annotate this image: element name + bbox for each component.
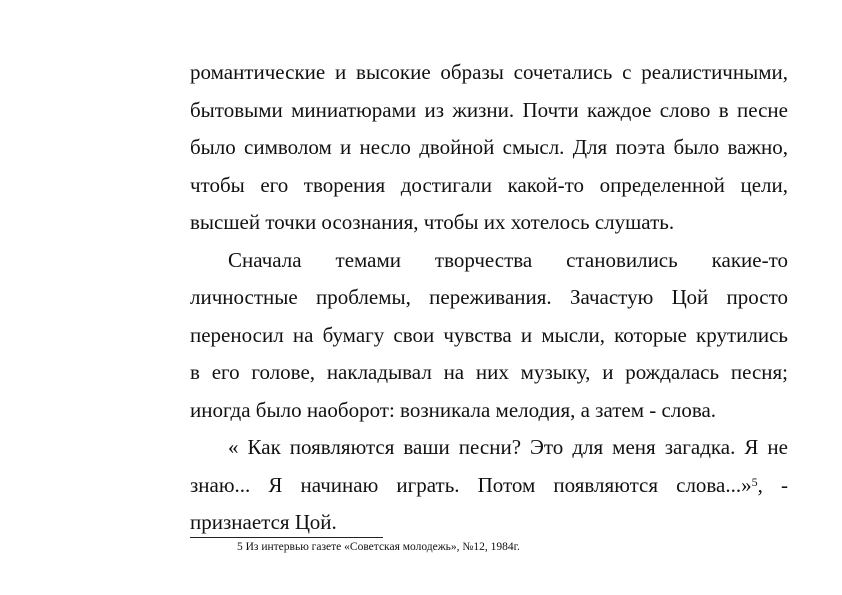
text-line: высшей точки осознания, чтобы их хотелось слушать. (190, 210, 675, 234)
text-line: романтические и высокие образы сочетались с реалистичными, (190, 60, 788, 84)
text-line: личностные проблемы, переживания. Зачастую Цой просто (190, 285, 788, 309)
text-line: переносил на бумагу свои чувства и мысли, которые крутились (190, 322, 788, 347)
text-line: было символом и несло двойной смысл. Для поэта было важно, (190, 135, 788, 159)
quote-suffix: , - (757, 472, 788, 497)
text-line: чтобы его творения достигали какой-то определенной цели, (190, 172, 788, 197)
text-line: в его голове, накладывал на них музыку, и рождалась песня; (190, 360, 788, 384)
paragraph-first-line: Сначала темами творчества становились какие-то (228, 247, 788, 272)
quote-line-with-footnote (190, 467, 788, 505)
footnote-reference: 5 (751, 474, 758, 489)
footnote-divider (190, 537, 383, 538)
paragraph-first-line: « Как появляются ваши песни? Это для меня загадка. Я не (228, 435, 788, 459)
text-line: бытовыми миниатюрами из жизни. Почти каждое слово в песне (190, 97, 788, 122)
footnote: 5 Из интервью газете «Советская молодежь», №12, 1984г. (237, 541, 520, 553)
body-text (190, 54, 788, 542)
text-line: иногда было наоборот: возникала мелодия, а затем - слова. (190, 397, 717, 422)
text-line: признается Цой. (190, 510, 337, 534)
quote-text: знаю... Я начинаю играть. Потом появляются слова...» (190, 472, 752, 497)
